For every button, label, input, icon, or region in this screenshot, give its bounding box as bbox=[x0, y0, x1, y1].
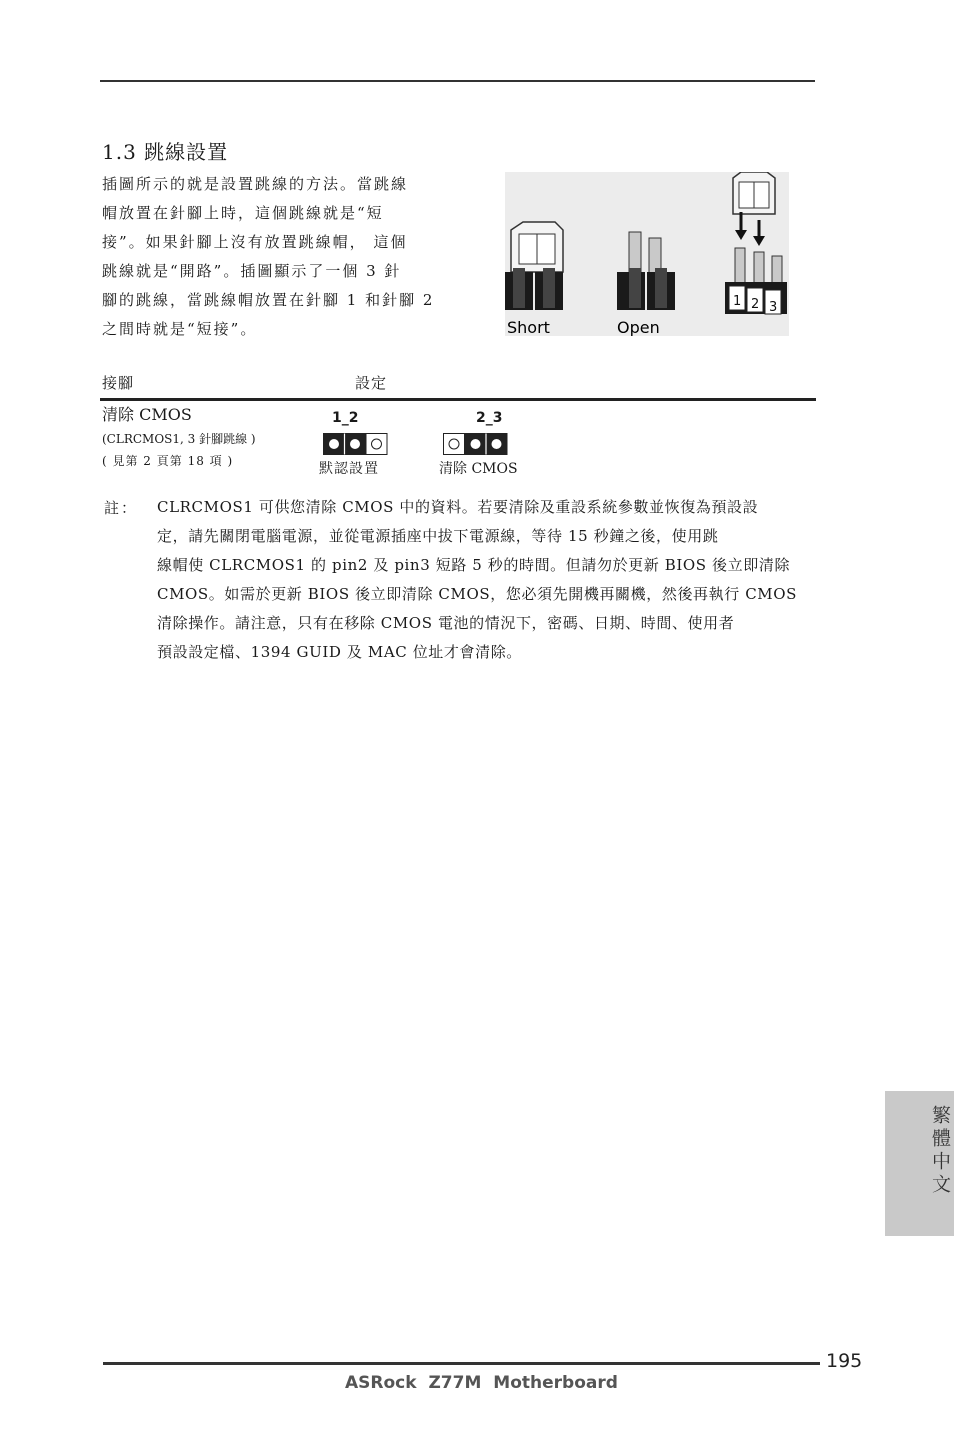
open-label: Open bbox=[617, 318, 660, 336]
table-rule bbox=[100, 398, 816, 401]
jumper-diagram-svg bbox=[505, 172, 789, 336]
short-label: Short bbox=[507, 318, 550, 336]
language-tab-label: 繁體中文 bbox=[929, 1105, 951, 1197]
table-header-pin: 接腳 bbox=[102, 374, 135, 392]
top-rule bbox=[100, 80, 815, 82]
page-number: 195 bbox=[826, 1350, 863, 1372]
row-subtitle: (CLRCMOS1, 3 針腳跳線 ) bbox=[102, 432, 256, 446]
note-line: CLRCMOS1 可供您清除 CMOS 中的資料。若要清除及重設系統參數並恢復為預設設 bbox=[157, 498, 759, 516]
pins-clear-svg bbox=[443, 433, 509, 455]
table-header-setting: 設定 bbox=[355, 374, 388, 392]
pins-default-svg bbox=[323, 433, 389, 455]
caption-default-setting: 默認設置 bbox=[319, 461, 379, 477]
language-tab bbox=[885, 1091, 954, 1236]
row-reference: ( 見第 2 頁第 18 項 ) bbox=[102, 454, 234, 468]
pins-default-diagram bbox=[323, 433, 389, 459]
pin-number-3: 3 bbox=[769, 300, 778, 315]
intro-line: 接”。如果針腳上沒有放置跳線帽， 這個 bbox=[102, 233, 408, 251]
note-line: 線帽使 CLRCMOS1 的 pin2 及 pin3 短路 5 秒的時間。但請勿於更新 BIOS 後立即清除 bbox=[157, 556, 791, 574]
intro-line: 之間時就是“短接”。 bbox=[102, 320, 258, 338]
open-jumper bbox=[617, 232, 675, 310]
footer-product-name: ASRock Z77M Motherboard bbox=[345, 1373, 618, 1393]
three-pin-jumper bbox=[725, 172, 787, 314]
note-line: 清除操作。請注意，只有在移除 CMOS 電池的情況下，密碼、日期、時間、使用者 bbox=[157, 614, 735, 632]
intro-line: 帽放置在針腳上時，這個跳線就是“短 bbox=[102, 204, 384, 222]
note-line: 預設設定檔、1394 GUID 及 MAC 位址才會清除。 bbox=[157, 643, 522, 661]
note-paragraph bbox=[157, 493, 817, 667]
row-title: 清除 CMOS bbox=[102, 405, 192, 424]
pin-label-1-2: 1_2 bbox=[332, 410, 359, 426]
pin-number-2: 2 bbox=[751, 297, 760, 312]
pins-clear-diagram bbox=[443, 433, 509, 459]
pin-number-1: 1 bbox=[733, 294, 742, 309]
intro-line: 腳的跳線，當跳線帽放置在針腳 1 和針腳 2 bbox=[102, 291, 435, 309]
pin-label-2-3: 2_3 bbox=[476, 410, 503, 426]
intro-paragraph bbox=[102, 170, 464, 344]
note-line: CMOS。如需於更新 BIOS 後立即清除 CMOS，您必須先開機再關機，然後再執行 CMOS bbox=[157, 585, 798, 603]
footer-rule bbox=[103, 1362, 820, 1365]
intro-line: 跳線就是“開路”。插圖顯示了一個 3 針 bbox=[102, 262, 402, 280]
caption-clear-cmos: 清除 CMOS bbox=[439, 461, 518, 477]
section-title: 1.3 跳線設置 bbox=[102, 140, 229, 164]
note-label: 註： bbox=[104, 499, 139, 517]
short-jumper bbox=[505, 222, 563, 310]
jumper-illustration bbox=[505, 172, 789, 336]
intro-line: 插圖所示的就是設置跳線的方法。當跳線 bbox=[102, 175, 409, 193]
note-line: 定，請先關閉電腦電源，並從電源插座中拔下電源線，等待 15 秒鐘之後，使用跳 bbox=[157, 527, 719, 545]
